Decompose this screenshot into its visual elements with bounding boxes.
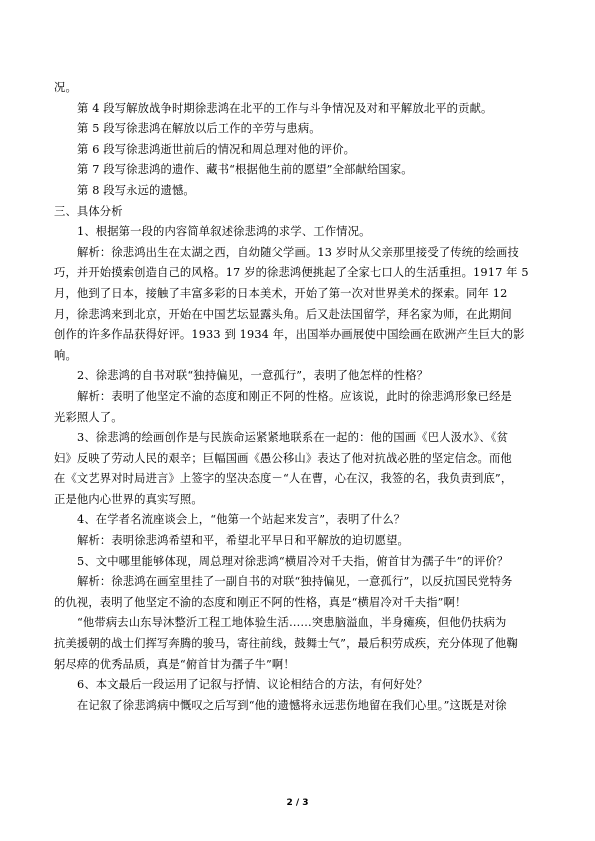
text-line: 三、具体分析 [54,204,123,218]
text-line: 在《文艺界对时局进言》上签字的坚决态度－“人在曹，心在汉，我签的名，我负责到底”， [54,472,513,486]
text-line: 光彩照人了。 [54,410,123,424]
text-line: 5、文中哪里能够体现，周总理对徐悲鸿“横眉冷对千夫指，俯首甘为孺子牛”的评价？ [77,554,509,568]
text-line: 在记叙了徐悲鸿病中慨叹之后写到“他的遗憾将永远悲伤地留在我们心里。”这既是对徐 [77,698,507,712]
document-body [54,78,542,716]
text-line: 1、根据第一段的内容简单叙述徐悲鸿的求学、工作情况。 [77,225,371,239]
text-line: 第 4 段写解放战争时期徐悲鸿在北平的工作与斗争情况及对和平解放北平的贡献。 [77,101,493,115]
page-number: 2 / 3 [286,798,309,808]
text-line: 解析：表明了他坚定不渝的态度和刚正不阿的性格。应该说，此时的徐悲鸿形象已经是 [77,389,512,403]
text-line: 6、本文最后一段运用了记叙与抒情、议论相结合的方法，有何好处？ [77,678,428,692]
text-line: 解析：徐悲鸿在画室里挂了一副自书的对联“独持偏见，一意孤行”，以反抗国民党特务 [77,575,513,589]
text-line: 抗美援朝的战士们挥写奔腾的骏马，寄往前线，鼓舞士气”，最后积劳成疾，充分体现了他鞠 [54,637,518,651]
text-line: 巧，并开始摸索创造自己的风格。17 岁的徐悲鸿便挑起了全家七口人的生活重担。1917 年 5 [54,266,529,280]
text-line: 妇》反映了劳动人民的艰辛；巨幅国画《愚公移山》表达了他对抗战必胜的坚定信念。而他 [54,451,512,465]
text-line: 的仇视，表明了他坚定不渝的态度和刚正不阿的性格，真是“横眉冷对千夫指”啊！ [54,595,467,609]
text-line: 响。 [54,348,77,362]
text-line: “他带病去山东导沐整沂工程工地体验生活……突患脑溢血，半身瘫痪，但他仍扶病为 [77,616,507,630]
text-line: 月，徐悲鸿来到北京，开始在中国艺坛显露头角。后又赴法国留学，拜名家为师，在此期间 [54,307,512,321]
text-line: 解析：表明徐悲鸿希望和平，希望北平早日和平解放的迫切愿望。 [77,534,409,548]
text-line: 第 8 段写永远的遗憾。 [77,183,195,197]
text-line: 正是他内心世界的真实写照。 [54,492,203,506]
text-line: 3、徐悲鸿的绘画创作是与民族命运紧紧地联系在一起的：他的国画《巴人汲水》、《贫 [77,431,509,445]
text-line: 况。 [54,81,77,94]
text-line: 4、在学者名流座谈会上，“他第一个站起来发言”，表明了什么？ [77,513,406,527]
text-line: 创作的许多作品获得好评。1933 到 1934 年，出国举办画展使中国绘画在欧洲产生巨大的影 [54,328,525,342]
text-line: 2、徐悲鸿的自书对联“独持偏见，一意孤行”，表明了他怎样的性格？ [77,369,429,383]
text-line: 解析：徐悲鸿出生在太湖之西，自幼随父学画。13 岁时从父亲那里接受了传统的绘画技 [77,245,519,259]
text-line: 第 5 段写徐悲鸿在解放以后工作的辛劳与患病。 [77,122,321,136]
text-line: 躬尽瘁的优秀品质，真是“俯首甘为孺子牛”啊！ [54,657,295,671]
text-line: 月，他到了日本，接触了丰富多彩的日本美术，开始了第一次对世界美术的探索。同年 12 [54,286,508,300]
text-line: 第 6 段写徐悲鸿逝世前后的情况和周总理对他的评价。 [77,142,356,156]
text-line: 第 7 段写徐悲鸿的遗作、藏书“根据他生前的愿望”全部献给国家。 [77,163,413,177]
